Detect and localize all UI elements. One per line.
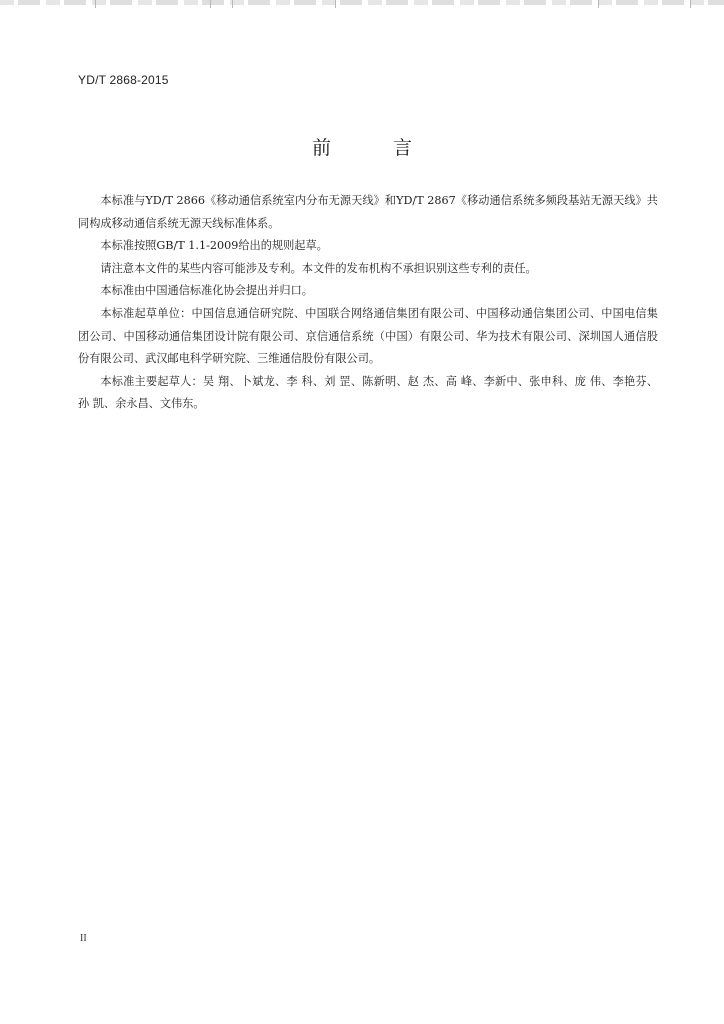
paragraph-drafting-rules: 本标准按照GB/T 1.1-2009给出的规则起草。 <box>100 239 328 253</box>
foreword-body <box>78 190 658 416</box>
page-title: 前 言 <box>311 137 441 159</box>
scan-edge-marks <box>0 0 724 8</box>
paragraph-drafting-units: 本标准起草单位：中国信息通信研究院、中国联合网络通信集团有限公司、中国移动通信集团公司、中国电信集团公司、中国移动通信集团设计院有限公司、京信通信系统（中国）有限公司、华为技术有限公司、深圳国人通信股份有限公司、武汉邮电科学研究院、三维通信股份有限公司。 <box>78 306 658 366</box>
document-code: YD/T 2868-2015 <box>78 73 169 87</box>
paragraph-proposer: 本标准由中国通信标准化协会提出并归口。 <box>100 284 313 298</box>
paragraph-drafters: 本标准主要起草人：吴 翔、卜斌龙、李 科、刘 罡、陈新明、赵 杰、高 峰、李新中、张申科、庞 伟、李艳芬、孙 凯、余永昌、文伟东。 <box>78 374 658 411</box>
page-number: II <box>80 933 87 944</box>
paragraph-related-standards: 本标准与YD/T 2866《移动通信系统室内分布无源天线》和YD/T 2867《移动通信系统多频段基站无源天线》共同构成移动通信系统无源天线标准体系。 <box>78 194 658 230</box>
paragraph-patent-notice: 请注意本文件的某些内容可能涉及专利。本文件的发布机构不承担识别这些专利的责任。 <box>100 261 537 275</box>
